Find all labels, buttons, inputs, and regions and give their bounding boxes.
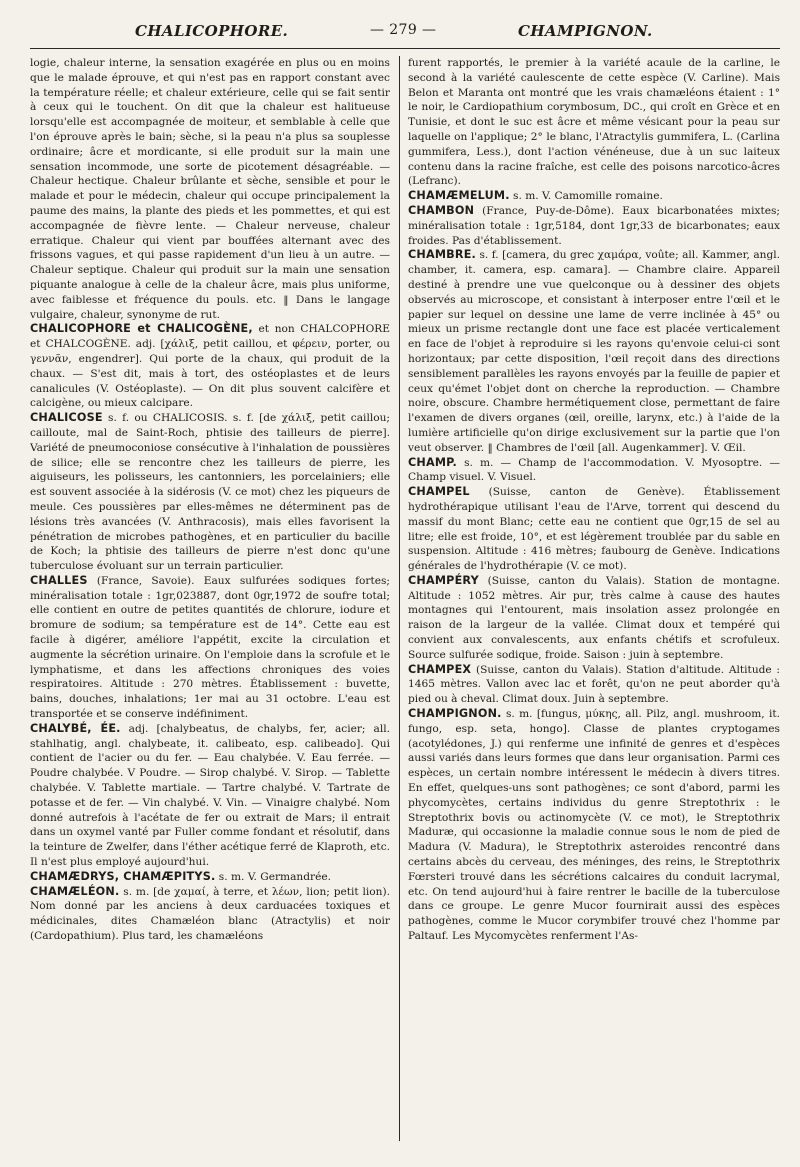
headword: CHAMBRE.: [408, 248, 476, 262]
entry-chamaemelum: CHAMÆMELUM. s. m. V. Camomille romaine.: [408, 189, 663, 203]
entry-chalybe: CHALYBÉ, ÉE. adj. [chalybeatus, de chalybs, fer, acier; all. stahlhatig, angl. chalybeate, it. calibeato, esp. calibeado]. Qui contient de l'acier ou du fer. — Eau chalybée. V. Eau ferrée. — Poudre chalybée. V Poudre. — Sirop chalybé. V. Sirop. — Tablette chalybée. V. Tablette martiale. — Tartre chalybé. V. Tartrate de potasse et de fer. — Vin chalybé. V. Vin. — Vinaigre chalybé. Nom donné autrefois à l'acétate de fer ou extrait de Mars; il entrait dans un oxymel vanté par Fuller comme fondant et résolutif, dans la teinture de Zwelfer, dans l'éther acétique ferré de Klaproth, etc. Il n'est plus employé aujourd'hui.: [30, 721, 390, 869]
entry-chalicophore: CHALICOPHORE et CHALICOGÈNE, et non CHALCOPHORE et CHALCOGÈNE. adj. [χάλιξ, petit caillou, et φέρειν, porter, ou γεννᾶν, engendrer]. Qui porte de la chaux, qui produit de la chaux. — S'est dit, mais à tort, des ostéoplastes et de leurs canalicules (V. Ostéoplaste). — On dit plus souvent calcifère et calcigène, ou mieux calcipare.: [30, 322, 390, 410]
headword: CHALYBÉ, ÉE.: [30, 721, 121, 735]
entry-champex: CHAMPEX (Suisse, canton du Valais). Station d'altitude. Altitude : 1465 mètres. Vallon avec lac et forêt, qu'on ne peut aborder qu'à pied ou à cheval. Climat doux. Juin à septembre.: [408, 662, 780, 706]
headword: CHAMBON: [408, 203, 475, 217]
left-column: [30, 56, 390, 1156]
headword: CHALLES: [30, 573, 88, 587]
entry-chalicose: CHALICOSE s. f. ou CHALICOSIS. s. f. [de χάλιξ, petit caillou; cailloute, mal de Saint-Roch, phtisie des tailleurs de pierre]. Variété de pneumoconiose consécutive à l'inhalation de poussières de silice; elle se rencontre chez les tailleurs de pierre, les aiguiseurs, les polisseurs, les cantonniers, les porcelainiers; elle est souvent associée à la sidérosis (V. ce mot) chez les piqueurs de meule. Ces poussières par elles-mêmes ne déterminent pas de lésions très avancées (V. Anthracosis), mais elles favorisent la pénétration de microbes pathogènes, et en particulier du bacille de Koch; la phtisie des tailleurs de pierre n'est donc qu'une tuberculose évoluant sur un terrain particulier.: [30, 411, 390, 573]
headword: CHAMPEL: [408, 485, 470, 499]
entry-chambon: CHAMBON (France, Puy-de-Dôme). Eaux bicarbonatées mixtes; minéralisation totale : 1gr,5184, dont 1gr,33 de bicarbonates; eaux froides. Pas d'établissement.: [408, 203, 780, 247]
headword: CHAMPEX: [408, 662, 472, 676]
page-header: [30, 22, 780, 49]
page-body: [30, 56, 780, 1156]
entry-chamaeleon: CHAMÆLÉON. s. m. [de χαμαί, à terre, et λέων, lion; petit lion). Nom donné par les anciens à deux carduacées toxiques et médicinales, dites Chamæléon blanc (Atractylis) et noir (Cardopathium). Plus tard, les chamæléons: [30, 884, 390, 943]
headword: CHAMÆMELUM.: [408, 189, 510, 203]
entry-continuation: furent rapportés, le premier à la variété acaule de la carline, le second à la variété caulescente de cette espèce (V. Carline). Mais Belon et Maranta ont montré que les vrais chamæléons étaient : 1° le noir, le Cardiopathium corymbosum, DC., qui croît en Grèce et en Tunisie, et dont le suc est âcre et même vésicant pour la peau sur laquelle on l'applique; 2° le blanc, l'Atractylis gummifera, L. (Carlina gummifera, Less.), dont l'action vénéneuse, due à un suc laiteux contenu dans la racine fraîche, est celle des poisons narcotico-âcres (Lefranc).: [408, 57, 780, 188]
headword: CHAMPÉRY: [408, 573, 479, 587]
entry-challes: CHALLES (France, Savoie). Eaux sulfurées sodiques fortes; minéralisation totale : 1gr,023887, dont 0gr,1972 de soufre total; elle contient en outre de petites quantités de chlorure, iodure et bromure de sodium; sa température est de 14°. Cette eau est facile à digérer, améliore l'appétit, excite la circulation et augmente la sécrétion urinaire. On l'emploie dans la scrofule et le lymphatisme, et dans les affections chroniques des voies respiratoires. Altitude : 270 mètres. Établissement : buvette, bains, douches, inhalations; 1er mai au 31 octobre. L'eau est transportée et se conserve indéfiniment.: [30, 573, 390, 721]
entry-champ: CHAMP. s. m. — Champ de l'accommodation. V. Myosoptre. — Champ visuel. V. Visuel.: [408, 455, 780, 484]
headword: CHAMP.: [408, 455, 457, 469]
entry-chamaedrys: CHAMÆDRYS, CHAMÆPITYS. s. m. V. Germandrée.: [30, 869, 331, 883]
entry-chambre: CHAMBRE. s. f. [camera, du grec χαμάρα, voûte; all. Kammer, angl. chamber, it. camera, esp. camara]. — Chambre claire. Appareil destiné à prendre une vue quelconque ou à dessiner des objets observés au microscope, et consistant à interposer entre l'œil et le papier sur lequel on dessine une lame de verre inclinée à 45° ou mieux un prisme rectangle dont une face est placée verticalement en face de l'objet à reproduire si les rayons qu'envoie celui-ci sont horizontaux; par cette disposition, l'œil reçoit dans des directions sensiblement parallèles les rayons envoyés par la feuille de papier et ceux qu'émet l'objet dont on cherche la reproduction. — Chambre noire, obscure. Chambre hermétiquement close, permettant de faire l'examen de divers organes (œil, oreille, larynx, etc.) à l'aide de la lumière artificielle qu'on dirige exclusivement sur la partie que l'on veut observer. ‖ Chambres de l'œil [all. Augenkammer]. V. Œil.: [408, 248, 780, 454]
entry-champignon: CHAMPIGNON. s. m. [fungus, μύκης, all. Pilz, angl. mushroom, it. fungo, esp. seta, hongo]. Classe de plantes cryptogames (acotylédones, J.) qui renferme une infinité de genres et d'espèces aussi variés dans leurs formes que dans leur organisation. Parmi ces espèces, un certain nombre intéressent le médecin à divers titres. En effet, quelques-uns sont pathogènes; ce sont d'abord, parmi les phycomycètes, certains individus du genre Streptothrix : le Streptothrix bovis ou actinomycète (V. ce mot), le Streptothrix Maduræ, qui occasionne la maladie connue sous le nom de pied de Madura (V. Madura), le Streptothrix asteroides rencontré dans certains abcès du cerveau, des méninges, des reins, le Streptothrix Fœrsteri trouvé dans les sécrétions calcaires du conduit lacrymal, etc. On tend aujourd'hui à faire rentrer le bacille de la tuberculose dans ce groupe. Le genre Mucor fournirait aussi des espèces pathogènes, comme le Mucor corymbifer trouvé chez l'homme par Paltauf. Les Mycomycètes renferment l'As-: [408, 707, 780, 943]
running-head-right: CHAMPIGNON.: [518, 22, 653, 40]
headword: CHALICOPHORE et CHALICOGÈNE,: [30, 322, 253, 336]
right-column: [408, 56, 780, 1156]
page-number: — 279 —: [370, 22, 437, 38]
entry-continuation: logie, chaleur interne, la sensation exagérée en plus ou en moins que le malade éprouve, et qui n'est pas en rapport constant avec la température réelle; et chaleur extérieure, celle qui se fait sentir à ceux qui le touchent. On dit que la chaleur est halitueuse lorsqu'elle est accompagnée de moiteur, et semblable à celle que l'on éprouve après le bain; sèche, si la peau n'a plus sa souplesse ordinaire; âcre et mordicante, si elle produit sur la main une sensation incommode, une sorte de picotement désagréable. — Chaleur hectique. Chaleur brûlante et sèche, sensible et pour le malade et pour le médecin, chaleur qui occupe principalement la paume des mains, la plante des pieds et les pommettes, et qui est accompagnée de fièvre lente. — Chaleur nerveuse, chaleur erratique. Chaleur qui vient par bouffées alternant avec des frissons vagues, et qui passe rapidement d'un lieu à un autre. — Chaleur septique. Chaleur qui produit sur la main une sensation piquante analogue à celle de la chaleur âcre, mais plus uniforme, avec faiblesse et fréquence du pouls. etc. ‖ Dans le langage vulgaire, chaleur, synonyme de rut.: [30, 57, 390, 321]
headword: CHAMÆDRYS, CHAMÆPITYS.: [30, 869, 216, 883]
running-head-left: CHALICOPHORE.: [135, 22, 289, 40]
entry-champel: CHAMPEL (Suisse, canton de Genève). Établissement hydrothérapique utilisant l'eau de l'Arve, torrent qui descend du massif du mont Blanc; cette eau ne contient que 0gr,15 de sel au litre; elle est froide, 10°, et est légèrement troublée par du sable en suspension. Altitude : 416 mètres; faubourg de Genève. Indications générales de l'hydrothérapie (V. ce mot).: [408, 485, 780, 573]
headword: CHALICOSE: [30, 411, 103, 425]
headword: CHAMÆLÉON.: [30, 884, 120, 898]
headword: CHAMPIGNON.: [408, 707, 502, 721]
entry-champery: CHAMPÉRY (Suisse, canton du Valais). Station de montagne. Altitude : 1052 mètres. Air pur, très calme à cause des hautes montagnes qui l'entourent, mais insolation assez prolongée en raison de la largeur de la vallée. Climat doux et tempéré qui convient aux convalescents, aux enfants chétifs et scrofuleux. Source sulfurée sodique, froide. Saison : juin à septembre.: [408, 573, 780, 661]
